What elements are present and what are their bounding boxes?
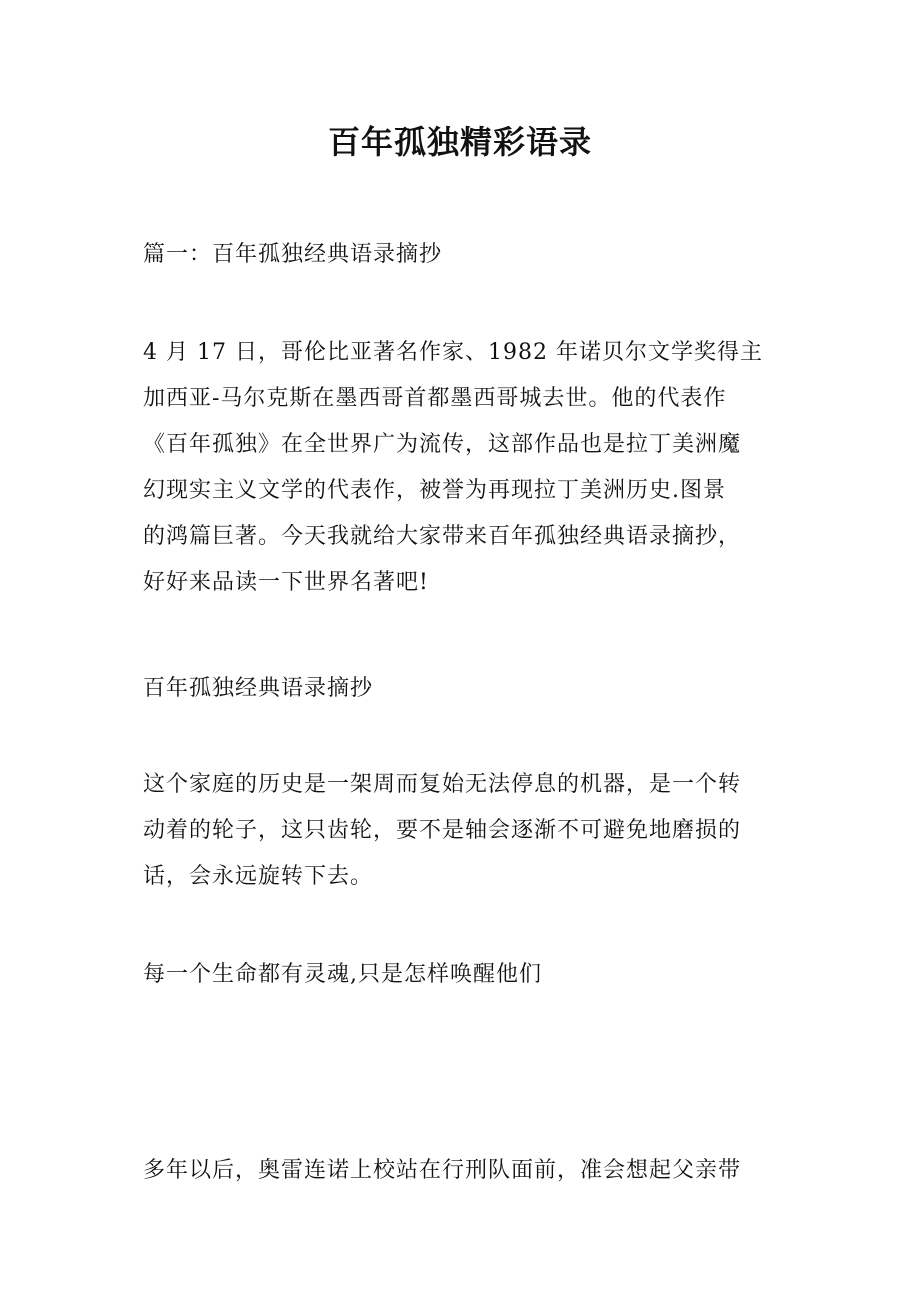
quote-line: 这个家庭的历史是一架周而复始无法停息的机器，是一个转 (143, 772, 742, 797)
quote-line: 话，会永远旋转下去。 (143, 864, 374, 889)
quote-paragraph-2: 每一个生命都有灵魂,只是怎样唤醒他们 (143, 962, 542, 987)
intro-line: 加西亚-马尔克斯在墨西哥首都墨西哥城去世。他的代表作 (143, 386, 727, 411)
intro-line: 《百年孤独》在全世界广为流传，这部作品也是拉丁美洲魔 (143, 432, 742, 457)
intro-line: 幻现实主义文学的代表作，被誉为再现拉丁美洲历史.图景 (143, 478, 726, 503)
intro-paragraph (143, 330, 793, 606)
intro-line: 的鸿篇巨著。今天我就给大家带来百年孤独经典语录摘抄， (143, 524, 742, 549)
quote-line: 动着的轮子，这只齿轮，要不是轴会逐渐不可避免地磨损的 (143, 818, 742, 843)
document-title: 百年孤独精彩语录 (327, 123, 592, 161)
section-heading-one: 篇一：百年孤独经典语录摘抄 (143, 242, 443, 267)
quote-paragraph-1 (143, 762, 793, 900)
quotes-section-title: 百年孤独经典语录摘抄 (143, 676, 374, 701)
intro-line: 4 月 17 日，哥伦比亚著名作家、1982 年诺贝尔文学奖得主 (143, 340, 763, 365)
intro-line: 好好来品读一下世界名著吧! (143, 570, 429, 595)
quote-paragraph-3: 多年以后，奥雷连诺上校站在行刑队面前，准会想起父亲带 (143, 1158, 742, 1183)
